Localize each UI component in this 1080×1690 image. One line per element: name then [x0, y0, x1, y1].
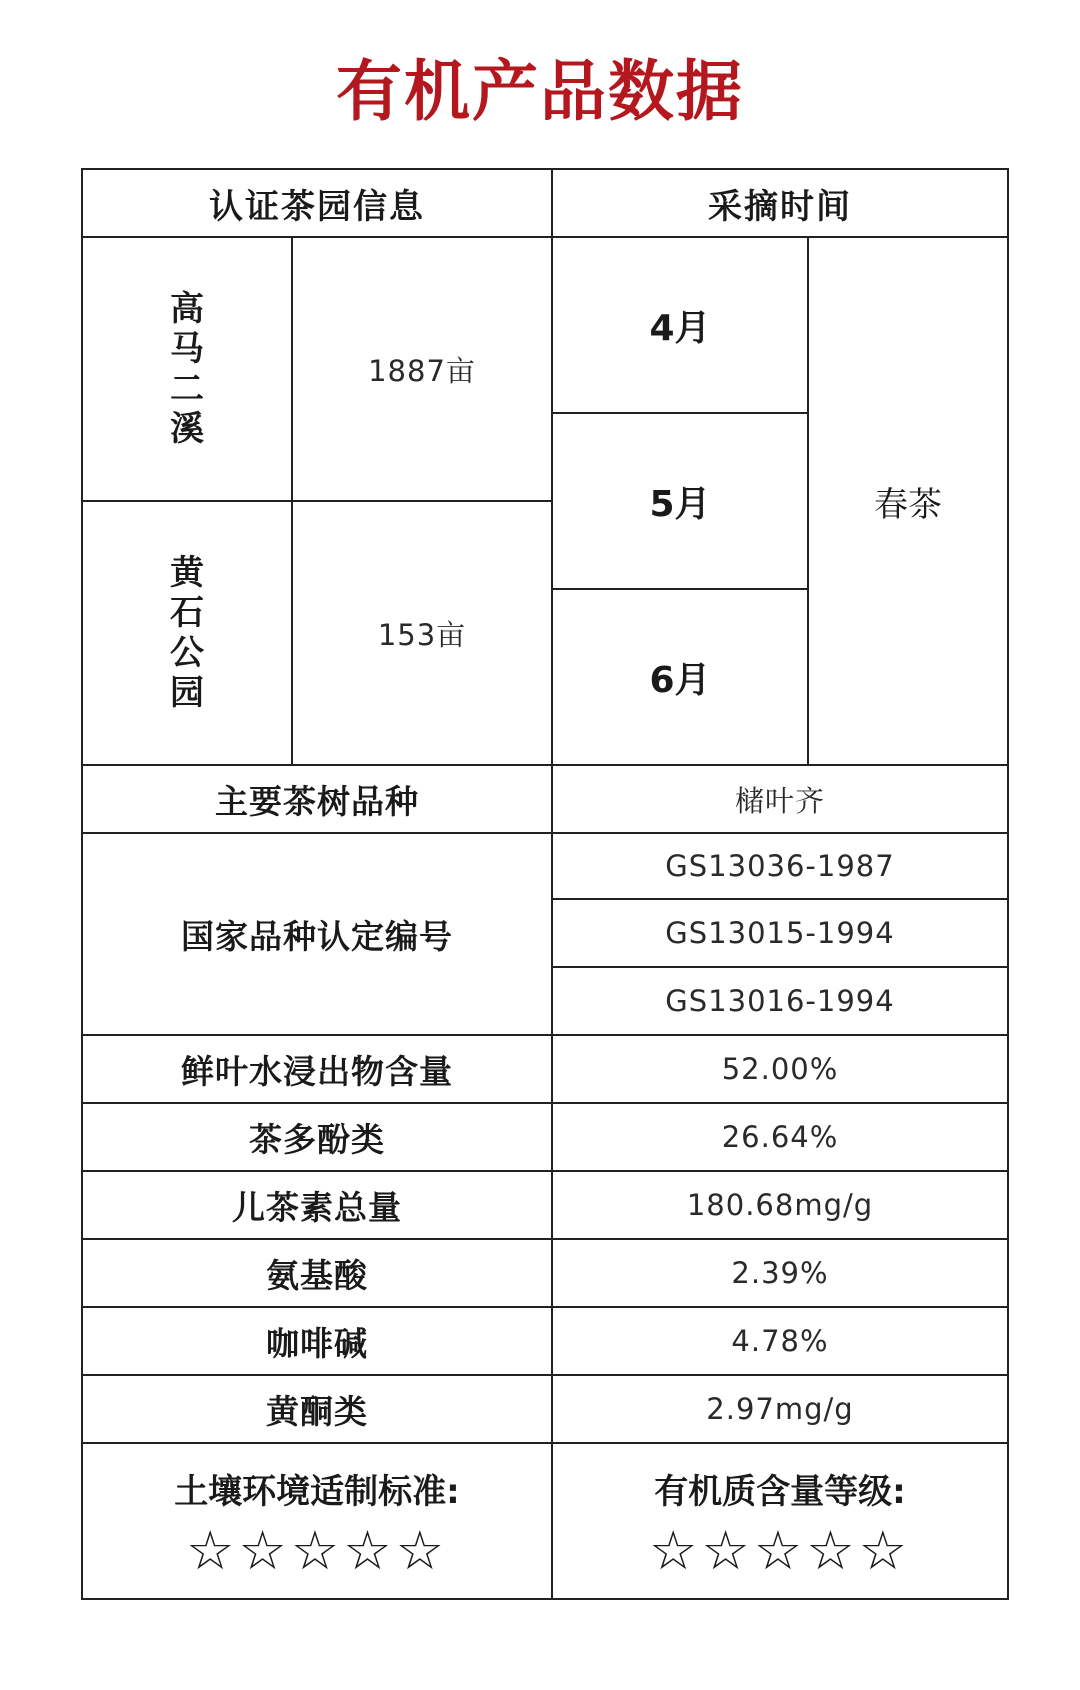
organic-rating-label: 有机质含量等级: — [654, 1471, 906, 1512]
cert-value-3: GS13016-1994 — [665, 984, 895, 1018]
cert-value-1: GS13036-1987 — [665, 849, 895, 883]
header-garden-info: 认证茶园信息 — [209, 186, 425, 227]
extract-value: 52.00% — [721, 1052, 839, 1086]
soil-star-rating: ☆☆☆☆☆ — [185, 1518, 449, 1582]
soil-rating-cell — [83, 1444, 551, 1598]
page-title: 有机产品数据 — [336, 53, 744, 130]
organic-star-rating: ☆☆☆☆☆ — [648, 1518, 912, 1582]
flavone-label: 黄酮类 — [266, 1391, 368, 1431]
variety-value: 槠叶齐 — [734, 783, 825, 818]
soil-rating-label: 土壤环境适制标准: — [174, 1471, 460, 1512]
polyphenol-label: 茶多酚类 — [249, 1119, 385, 1159]
month-may: 5月 — [649, 483, 711, 525]
caffeine-label: 咖啡碱 — [266, 1323, 368, 1363]
garden-area-2: 153亩 — [377, 617, 467, 652]
organic-rating-cell — [553, 1444, 1007, 1598]
extract-label: 鲜叶水浸出物含量 — [181, 1051, 453, 1091]
garden-name-1: 高 马 二 溪 — [170, 289, 204, 449]
garden-name-2: 黄 石 公 园 — [170, 553, 204, 713]
caffeine-value: 4.78% — [731, 1324, 829, 1358]
organic-data-table — [81, 168, 1009, 1600]
amino-acid-label: 氨基酸 — [266, 1255, 368, 1295]
cert-label: 国家品种认定编号 — [181, 916, 453, 956]
polyphenol-value: 26.64% — [721, 1120, 839, 1154]
variety-label: 主要茶树品种 — [215, 781, 419, 821]
flavone-value: 2.97mg/g — [706, 1392, 854, 1426]
month-june: 6月 — [649, 659, 711, 701]
cert-value-2: GS13015-1994 — [665, 916, 895, 950]
header-picking-time: 采摘时间 — [708, 186, 852, 227]
catechin-value: 180.68mg/g — [686, 1188, 874, 1222]
season-label: 春茶 — [874, 484, 942, 525]
garden-area-1: 1887亩 — [368, 353, 476, 388]
catechin-label: 儿茶素总量 — [232, 1187, 402, 1227]
amino-acid-value: 2.39% — [731, 1256, 829, 1290]
month-april: 4月 — [649, 307, 711, 349]
